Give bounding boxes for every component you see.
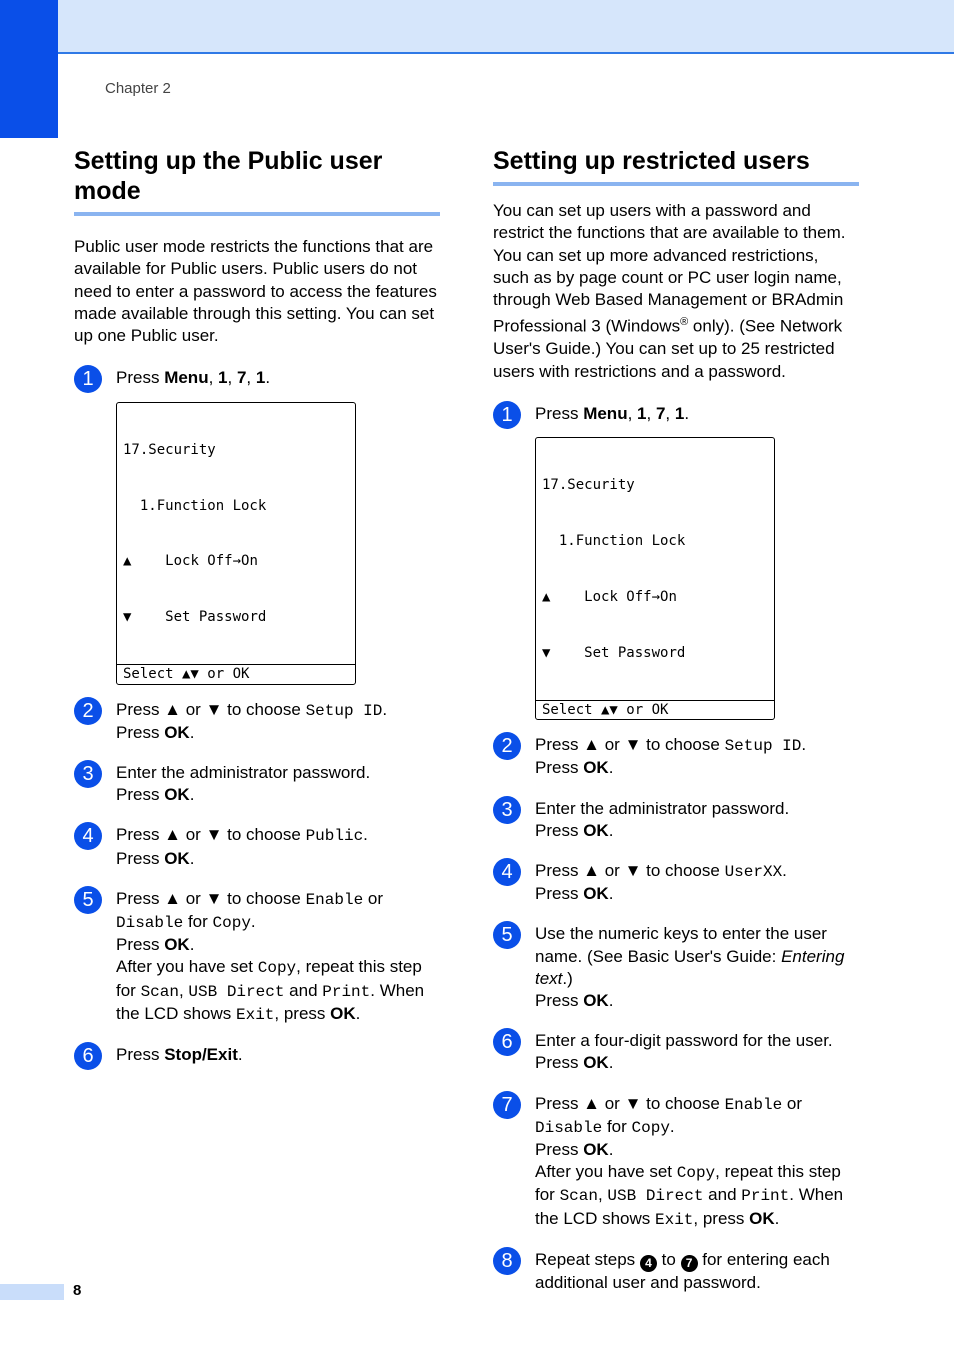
up-arrow-icon: ▲ <box>542 588 551 605</box>
step-1: 1 Press Menu, 1, 7, 1. <box>493 403 859 425</box>
up-arrow-icon: ▲ <box>123 553 132 570</box>
down-arrow-icon: ▼ <box>542 644 551 661</box>
step-4: 4 Press ▲ or ▼ to choose Public. Press OK. <box>74 824 440 869</box>
page-number-tab <box>0 1284 64 1300</box>
lcd-display: 17.Security 1.Function Lock ▲ Lock Off→On ▼ Set Password Select ▲▼ or OK <box>535 437 775 720</box>
step-8: 8 Repeat steps 4 to 7 for entering each additional user and password. <box>493 1249 859 1294</box>
lcd-softkey-bar: Select ▲▼ or OK <box>536 700 774 720</box>
step-6: 6 Press Stop/Exit. <box>74 1044 440 1066</box>
chapter-label: Chapter 2 <box>105 80 171 97</box>
step-3: 3 Enter the administrator password. Press OK. <box>493 798 859 842</box>
page-number: 8 <box>73 1282 82 1299</box>
header-band <box>0 0 954 54</box>
step-5: 5 Use the numeric keys to enter the user name. (See Basic User's Guide: Entering text.) Press OK. <box>493 923 859 1012</box>
step-1: 1 Press Menu, 1, 7, 1. <box>74 367 440 389</box>
step-7: 7 Press ▲ or ▼ to choose Enable or Disable for Copy. Press OK. After you have set Copy, repeat this step for Scan, USB Direct and Print. When the LCD shows Exit, press OK. <box>493 1093 859 1231</box>
chapter-tab <box>0 0 58 138</box>
restricted-users-section <box>493 146 859 1312</box>
step-4: 4 Press ▲ or ▼ to choose UserXX. Press OK. <box>493 860 859 905</box>
intro-paragraph: Public user mode restricts the functions that are available for Public users. Public users do not need to enter a password to access the features made available through this setting. You can set up one Public user. <box>74 237 437 346</box>
down-arrow-icon: ▼ <box>123 609 132 626</box>
step-2: 2 Press ▲ or ▼ to choose Setup ID. Press OK. <box>74 699 440 744</box>
step-3: 3 Enter the administrator password. Press OK. <box>74 762 440 806</box>
step-2: 2 Press ▲ or ▼ to choose Setup ID. Press OK. <box>493 734 859 779</box>
step-6: 6 Enter a four-digit password for the user. Press OK. <box>493 1030 859 1074</box>
section-title: Setting up restricted users <box>493 146 859 186</box>
step-number: 1 <box>74 365 102 393</box>
section-title: Setting up the Public user mode <box>74 146 440 216</box>
step-5: 5 Press ▲ or ▼ to choose Enable or Disable for Copy. Press OK. After you have set Copy, repeat this step for Scan, USB Direct and Print. When the LCD shows Exit, press OK. <box>74 888 440 1026</box>
lcd-display: 17.Security 1.Function Lock ▲ Lock Off→On ▼ Set Password Select ▲▼ or OK <box>116 402 356 685</box>
step-ref-badge: 7 <box>681 1255 698 1272</box>
lcd-softkey-bar: Select ▲▼ or OK <box>117 664 355 684</box>
intro-paragraph: You can set up users with a password and restrict the functions that are available to them. You can set up more advanced restrictions, such as by page count or PC user login name, through Web Based Management or BRAdmin Professional 3 (Windows® only). (See Network User's Guide.) You can set up to 25 restricted users with restrictions and a password. <box>493 201 846 381</box>
public-user-section <box>74 146 440 1084</box>
step-ref-badge: 4 <box>640 1255 657 1272</box>
